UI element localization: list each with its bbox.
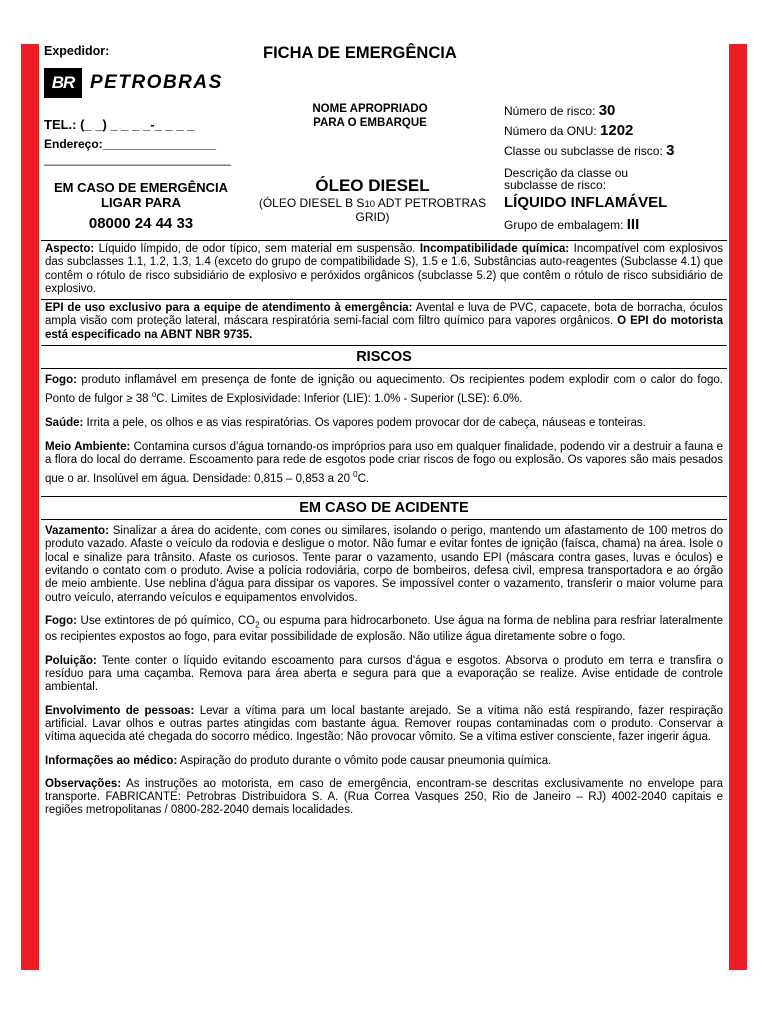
- product-sub-suffix: ADT PETROBTRAS GRID): [355, 196, 487, 224]
- risk-class-row: [504, 142, 674, 159]
- people-label: Envolvimento de pessoas:: [45, 704, 195, 717]
- people-text: Levar a vítima para um local bastante arejado. Se a vítima não está respirando, fazer respiração artificial. Lavar olhos e outras partes atingidas com bastante água. Remover roupas contaminadas com o produto. Conservar a vítima aquecida até chegada do socorro médico. Ingestão: Não provocar vômito. Se a vítima estiver consciente, fazer ingerir água.: [45, 704, 724, 744]
- medical-paragraph: [45, 755, 723, 768]
- packing-group-value: III: [626, 216, 640, 233]
- accident-fire-text-a: Use extintores de pó químico, CO: [76, 614, 256, 627]
- observations-paragraph: [45, 778, 723, 818]
- aspect-label: Aspecto:: [45, 243, 95, 255]
- pollution-paragraph: [45, 655, 723, 695]
- accident-fire-paragraph: [45, 615, 723, 645]
- class-description-label: [504, 167, 628, 191]
- accident-section: [41, 496, 727, 831]
- pollution-label: Poluição:: [45, 654, 97, 667]
- emergency-sheet: [41, 44, 727, 831]
- address-field: Endereço:_________________: [44, 137, 217, 151]
- accident-fire-label: Fogo:: [45, 614, 77, 627]
- risk-fire-paragraph: [45, 374, 723, 405]
- emergency-contact: [41, 180, 241, 231]
- risk-environment-paragraph: [45, 441, 723, 486]
- onu-number-label: Número da ONU:: [504, 124, 601, 138]
- sheet-header: [41, 44, 727, 240]
- risk-number-value: 30: [598, 102, 616, 119]
- incompatibility-text: Incompatível com explosivos das subclasses 1.1, 1.2, 1.3, 1.4 (exceto do grupo de compatibilidade S), 1.5 e 1.6, Substâncias auto-reagentes (Subclasse 4.1) que contêm o rótulo de risco subsidiário de explosivo e peróxidos orgânicos (subclasse 5.2) que contêm o rótulo de risco subsidiário de explosivo.: [45, 243, 724, 295]
- right-red-border: [729, 44, 747, 970]
- risk-health-paragraph: [45, 417, 723, 430]
- risks-section: [41, 345, 727, 496]
- emergency-line2: LIGAR PARA: [101, 195, 181, 210]
- observations-text: As instruções ao motorista, em caso de emergência, encontram-se descritas exclusivamente no envelope para transporte. FABRICANTE: Petrobras Distribuidora S. A. (Rua Correa Vasques 250, Rio de Janeiro – RJ) 4002-2040 capitais e regiões metropolitanas / 0800-282-2040 demais localidades.: [45, 777, 723, 817]
- accident-title: EM CASO DE ACIDENTE: [41, 499, 727, 520]
- left-red-border: [21, 44, 39, 970]
- risk-fire-degree: o: [151, 389, 157, 399]
- risk-fire-text-b: C. Limites de Explosividade: Inferior (LIE): 1.0% - Superior (LSE): 6.0%.: [156, 392, 523, 405]
- incompatibility-label: Incompatibilidade química:: [419, 243, 570, 255]
- packing-group-label: Grupo de embalagem:: [504, 218, 627, 232]
- risk-environment-label: Meio Ambiente:: [45, 441, 131, 454]
- leak-label: Vazamento:: [45, 525, 109, 538]
- medical-text: Aspiração do produto durante o vômito pode causar pneumonia química.: [177, 754, 552, 767]
- risk-environment-text-b: C.: [357, 472, 370, 485]
- phone-field: TEL.: (_ _) _ _ _ _-_ _ _ _: [44, 117, 195, 132]
- risk-fire-text-a: produto inflamável em presença de fonte de ignição ou aquecimento. Os recipientes podem explodir com o calor do fogo. Ponto de fulgor ≥ 38: [45, 374, 723, 405]
- epi-driver-note: O EPI do motorista está especificado na ABNT NBR 9735.: [45, 315, 723, 341]
- product-sub-prefix: (ÓLEO DIESEL B S: [258, 196, 365, 210]
- epi-section: [41, 299, 727, 345]
- emergency-line1: EM CASO DE EMERGÊNCIA: [53, 180, 229, 195]
- shipping-name-label: [275, 102, 465, 130]
- accident-fire-text-b: ou espuma para hidrocarboneto. Use água na forma de neblina para resfriar lateralmente os recipientes expostos ao fogo, para evitar possibilidade de explosão. Não utilize água diretamente sobre o fogo.: [45, 614, 723, 644]
- risks-title: RISCOS: [41, 348, 727, 369]
- risk-number-row: [504, 102, 615, 119]
- risk-class-label: Classe ou subclasse de risco:: [504, 144, 667, 158]
- leak-text: Sinalizar a área do acidente, com cones ou similares, isolando o perigo, mantendo um afastamento de 100 metros do produto vazado. Afaste o veículo da rodovia e desligue o motor. Não fumar e evitar fontes de ignição (faísca, chama) na área. Isole o local e sinalize para trânsito. Afaste os curiosos. Tente parar o vazamento, usando EPI (máscara contra gases, luvas e óculos) e evitando o contato com o produto. Avise a polícia rodoviária, corpo de bombeiros, defesa civil, empresa transportadora e ao órgão de meio ambiente. Use neblina d'água para dissipar os vapores. Se impossível conter o vazamento, transferir o maior volume para outro veículo, aterrando veículos e equipamentos envolvidos.: [45, 525, 723, 604]
- onu-number-row: [504, 122, 633, 139]
- document-title: FICHA DE EMERGÊNCIA: [263, 44, 457, 62]
- onu-number-value: 1202: [600, 122, 634, 139]
- risk-health-label: Saúde:: [45, 416, 84, 429]
- emergency-phone: 08000 24 44 33: [88, 215, 194, 232]
- risk-environment-degree: 0: [353, 469, 358, 479]
- petrobras-wordmark: PETROBRAS: [90, 72, 223, 93]
- packing-group-row: [504, 216, 639, 233]
- product-subtitle: [245, 197, 500, 224]
- risk-number-label: Número de risco:: [504, 104, 599, 118]
- product-name: ÓLEO DIESEL: [315, 176, 430, 195]
- product-sub-small: 10: [364, 199, 376, 210]
- observations-label: Observações:: [45, 777, 122, 790]
- leak-paragraph: [45, 525, 723, 605]
- risk-environment-text-a: Contamina cursos d'água tornando-os impróprios para uso em qualquer finalidade, podendo vir a destruir a fauna e a flora do local do derrame. Escoamento para rede de esgotos pode criar riscos de fogo ou explosão. Os vapores são mais pesados que o ar. Insolúvel em água. Densidade: 0,815 – 0,853 a 20: [45, 441, 723, 485]
- people-paragraph: [45, 705, 723, 745]
- co2-subscript: 2: [255, 620, 260, 630]
- br-logo-badge: BR: [44, 68, 82, 98]
- desc-label-line1: Descrição da classe ou: [504, 166, 629, 180]
- shipping-name-line2: PARA O EMBARQUE: [313, 117, 427, 129]
- risk-fire-label: Fogo:: [45, 374, 77, 387]
- shipping-name-line1: NOME APROPRIADO: [312, 103, 428, 115]
- address-field-line2: ____________________________: [44, 152, 231, 166]
- risk-class-value: 3: [666, 142, 675, 159]
- epi-text: Avental e luva de PVC, capacete, bota de borracha, óculos ampla visão com proteção lateral, máscara respiratória semi-facial com filtro químico para vapores orgânicos.: [45, 302, 723, 328]
- epi-label: EPI de uso exclusivo para a equipe de atendimento à emergência:: [45, 302, 413, 315]
- shipper-label: Expedidor:: [44, 44, 110, 58]
- medical-label: Informações ao médico:: [45, 754, 178, 767]
- desc-label-line2: subclasse de risco:: [504, 178, 607, 192]
- aspect-text: Líquido límpido, de odor típico, sem material em suspensão.: [94, 243, 420, 255]
- petrobras-logo: [44, 68, 223, 98]
- risk-health-text: Irrita a pele, os olhos e as vias respiratórias. Os vapores podem provocar dor de cabeça, náuseas e tonteiras.: [83, 416, 646, 429]
- pollution-text: Tente conter o líquido evitando escoamento para cursos d'água e esgotos. Absorva o produto em terra e transfira o resíduo para uma caçamba. Remova para área aberta e segura para que a evaporação se realize. Avise entidade de controle ambiental.: [45, 654, 723, 694]
- class-description-value: LÍQUIDO INFLAMÁVEL: [504, 194, 668, 211]
- aspect-section: [41, 240, 727, 299]
